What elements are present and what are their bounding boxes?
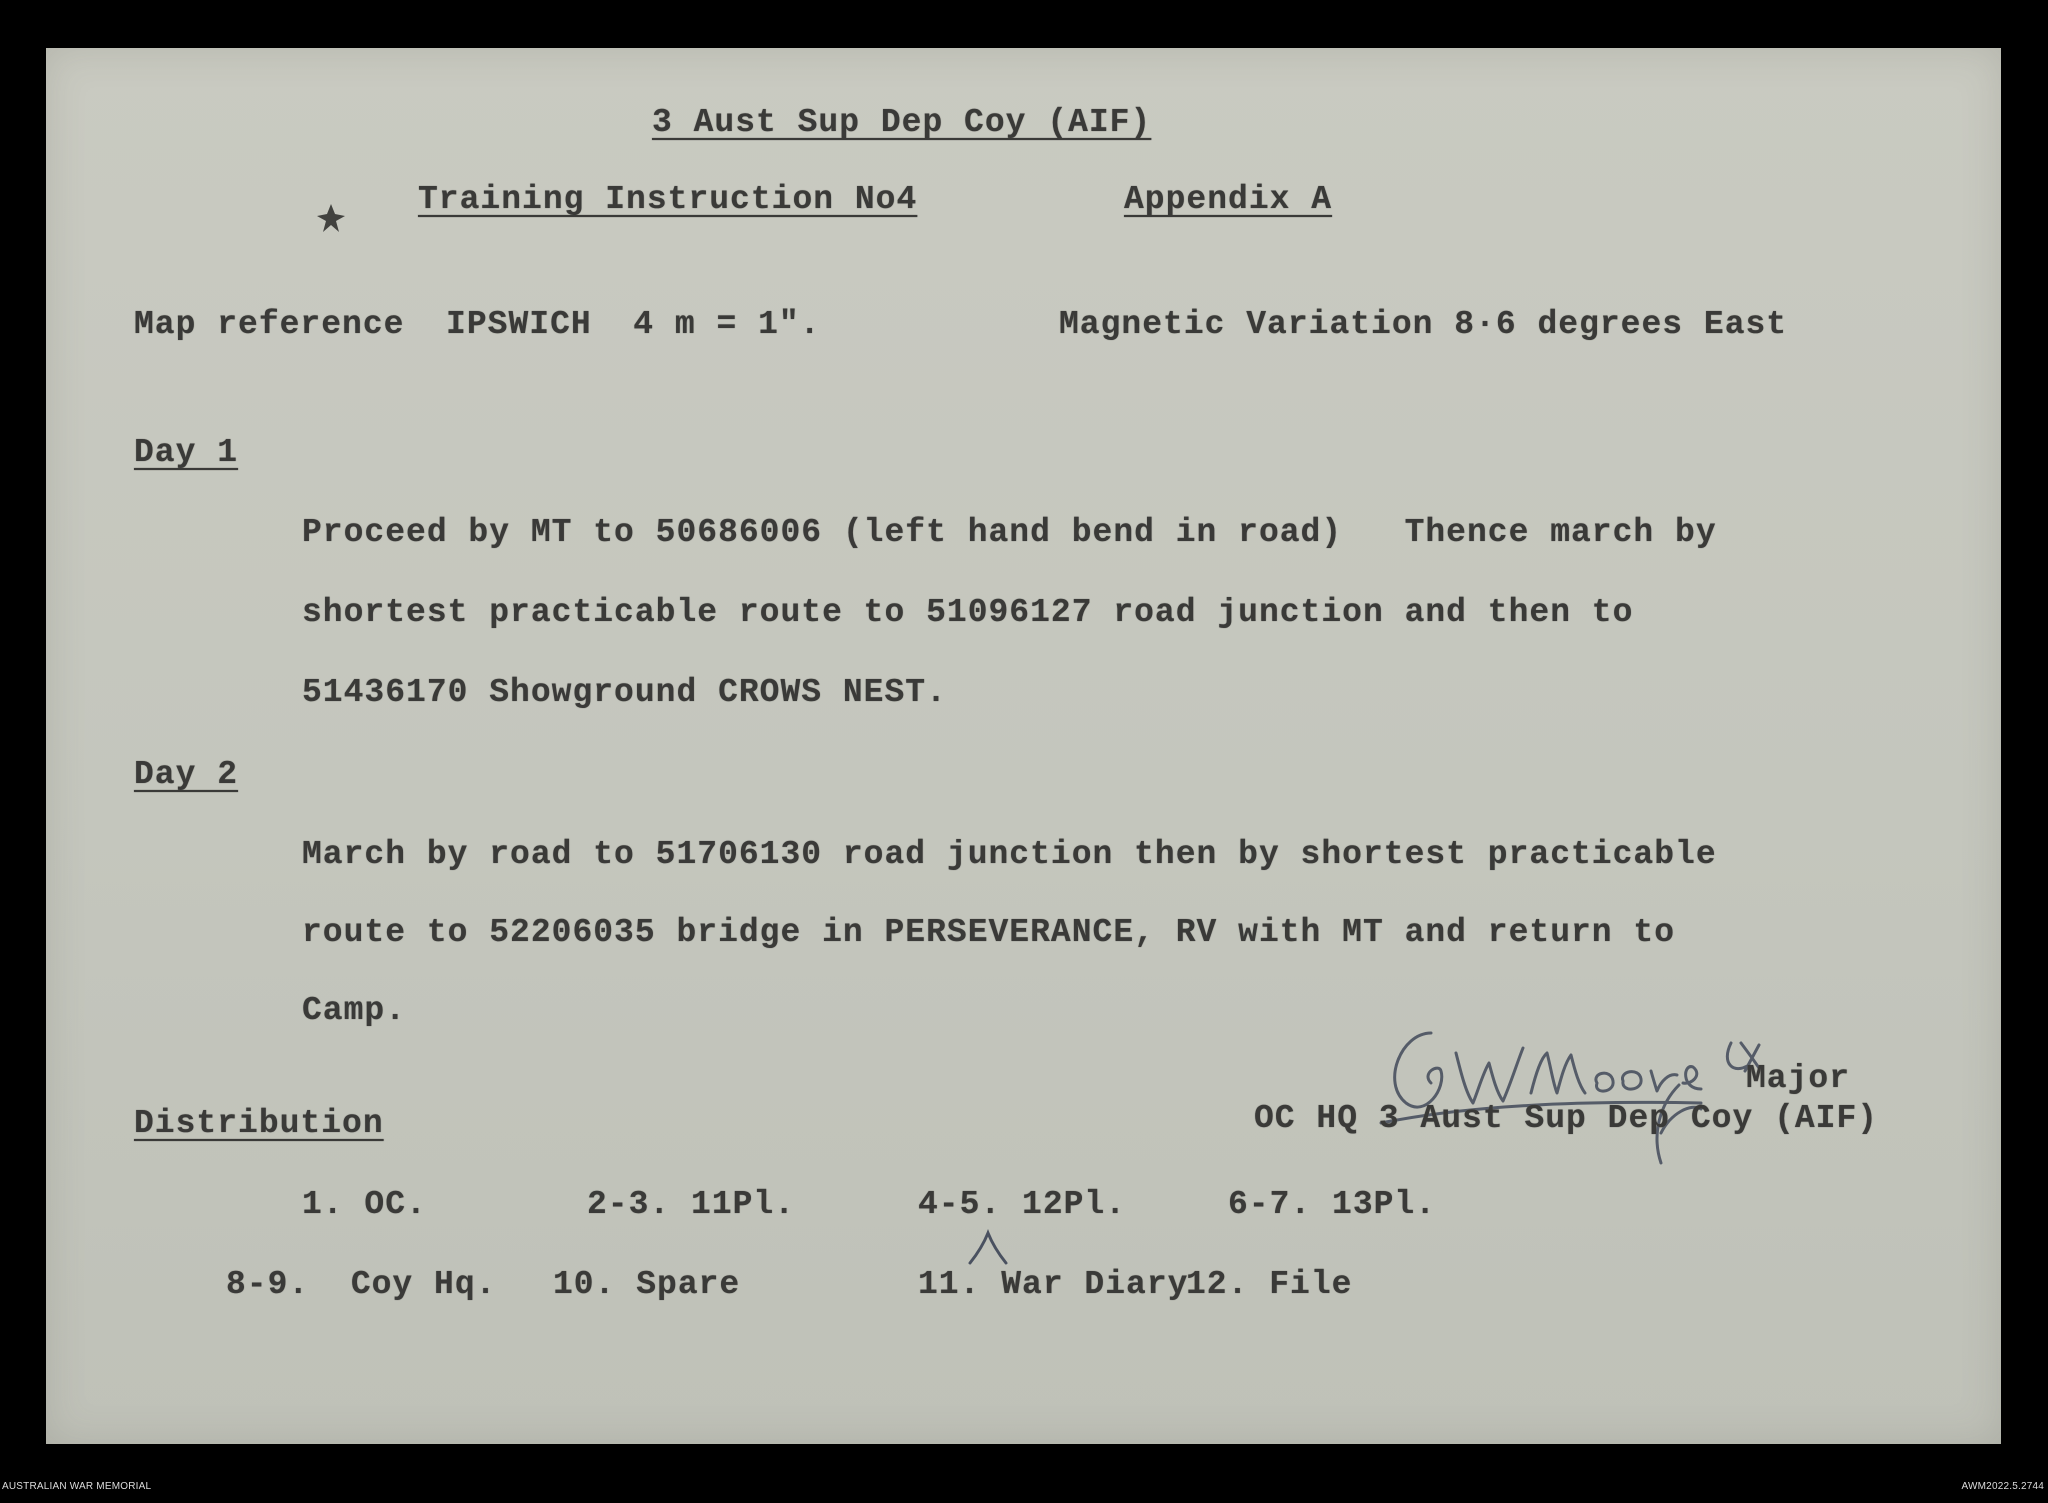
document-page (46, 48, 2001, 1444)
day1-label: Day 1 (134, 434, 239, 471)
day2-line-1: March by road to 51706130 road junction then by shortest practicable (302, 836, 1717, 873)
day1-line-1: Proceed by MT to 50686006 (left hand bend in road) Thence march by (302, 514, 1717, 551)
day2-line-3: Camp. (302, 992, 407, 1029)
day1-line-3: 51436170 Showground CROWS NEST. (302, 674, 947, 711)
footer-accession-number: AWM2022.5.2744 (1961, 1481, 2044, 1492)
appendix-label: Appendix A (1124, 181, 1333, 218)
signatory-unit: OC HQ 3 Aust Sup Dep Coy (AIF) (1254, 1100, 1879, 1137)
signatory-rank: Major (1746, 1060, 1851, 1097)
magnetic-variation: Magnetic Variation 8·6 degrees East (1059, 306, 1788, 343)
distribution-item: 11. War Diary (918, 1266, 1189, 1303)
footer-institution: AUSTRALIAN WAR MEMORIAL (2, 1481, 152, 1492)
distribution-item: 2-3. 11Pl. (587, 1186, 796, 1223)
map-reference: Map reference IPSWICH 4 m = 1". (134, 306, 821, 343)
distribution-item: 1. OC. (302, 1186, 427, 1223)
distribution-item: 10. Spare (553, 1266, 741, 1303)
document-heading: 3 Aust Sup Dep Coy (AIF) (652, 104, 1152, 141)
day1-line-2: shortest practicable route to 51096127 road junction and then to (302, 594, 1634, 631)
distribution-label: Distribution (134, 1105, 384, 1142)
day2-line-2: route to 52206035 bridge in PERSEVERANCE, RV with MT and return to (302, 914, 1676, 951)
training-instruction-title: Training Instruction No4 (418, 181, 918, 218)
distribution-item: 12. File (1186, 1266, 1353, 1303)
ink-blot-mark (311, 198, 351, 238)
day2-label: Day 2 (134, 756, 239, 793)
distribution-item: 8-9. Coy Hq. (226, 1266, 497, 1303)
distribution-item: 4-5. 12Pl. (918, 1186, 1127, 1223)
distribution-item: 6-7. 13Pl. (1228, 1186, 1437, 1223)
